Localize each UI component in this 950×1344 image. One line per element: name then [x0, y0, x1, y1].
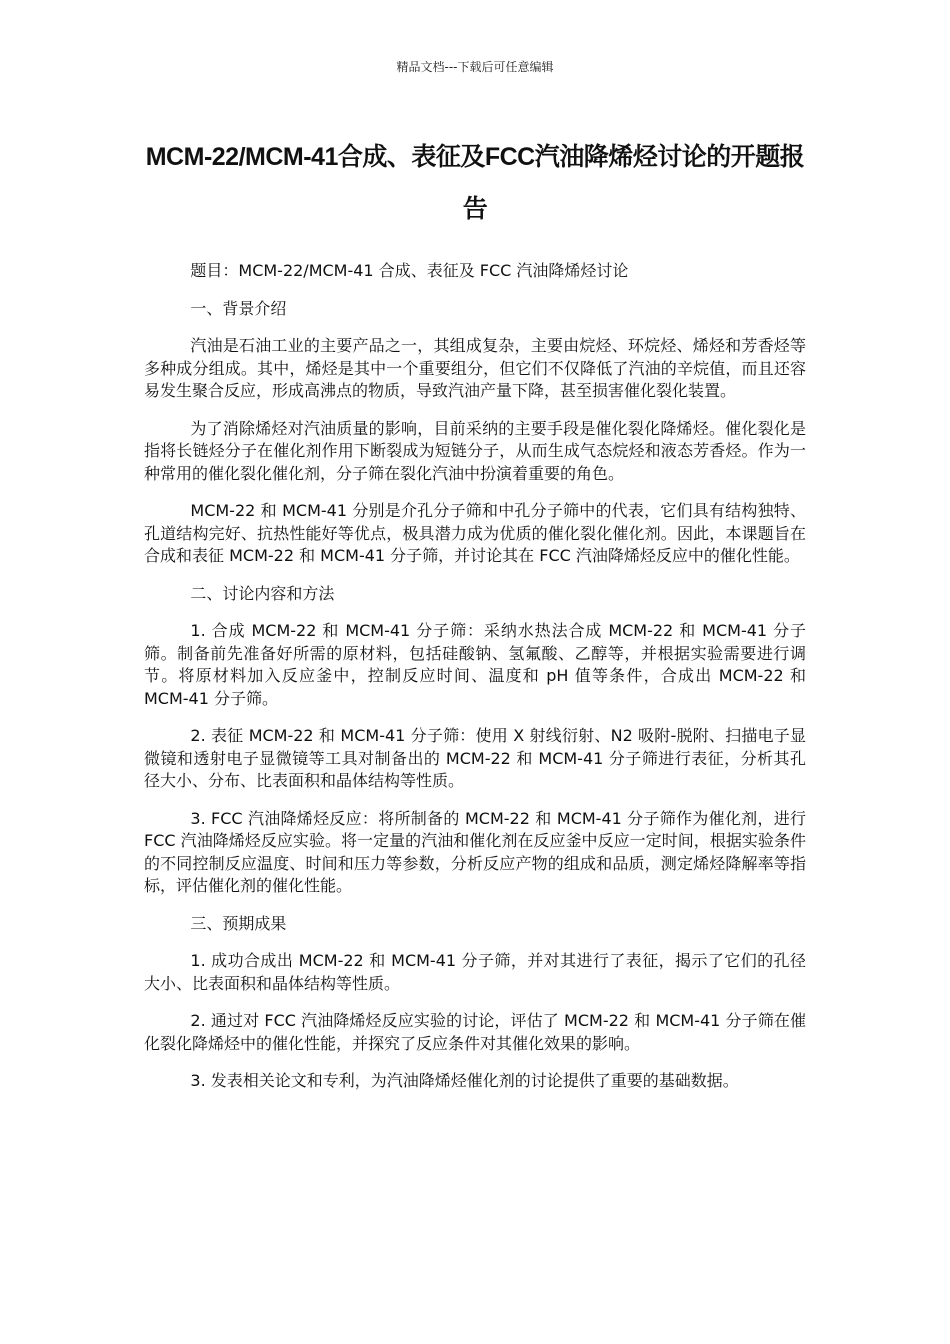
method-paragraph-1: 1. 合成 MCM-22 和 MCM-41 分子筛：采纳水热法合成 MCM-22 和 MCM-41 分子筛。制备前先准备好所需的原材料，包括硅酸钠、氢氟酸、乙醇等，并根据实验需要进行调节。将原材料加入反应釜中，控制反应时间、温度和 pH 值等条件，合成出 MCM-22 和 MCM-41 分子筛。	[144, 621, 806, 708]
result-paragraph-2: 2. 通过对 FCC 汽油降烯烃反应实验的讨论，评估了 MCM-22 和 MCM-41 分子筛在催化裂化降烯烃中的催化性能，并探究了反应条件对其催化效果的影响。	[144, 1011, 806, 1053]
background-paragraph-3: MCM-22 和 MCM-41 分别是介孔分子筛和中孔分子筛中的代表，它们具有结构独特、孔道结构完好、抗热性能好等优点，极具潜力成为优质的催化裂化催化剂。因此，本课题旨在合成和表征 MCM-22 和 MCM-41 分子筛，并讨论其在 FCC 汽油降烯烃反应中的催化性能。	[144, 501, 806, 565]
section-heading-results: 三、预期成果	[190, 913, 287, 933]
section-heading-methods: 二、讨论内容和方法	[190, 583, 335, 603]
document-body	[144, 260, 806, 1108]
page-header-note: 精品文档---下载后可任意编辑	[396, 60, 554, 74]
method-paragraph-3: 3. FCC 汽油降烯烃反应：将所制备的 MCM-22 和 MCM-41 分子筛作为催化剂，进行 FCC 汽油降烯烃反应实验。将一定量的汽油和催化剂在反应釜中反应一定时间，根据实验条件的不同控制反应温度、时间和压力等参数，分析反应产物的组成和品质，测定烯烃降解率等指标，评估催化剂的催化性能。	[144, 808, 806, 895]
background-paragraph-2: 为了消除烯烃对汽油质量的影响，目前采纳的主要手段是催化裂化降烯烃。催化裂化是指将长链烃分子在催化剂作用下断裂成为短链分子，从而生成气态烷烃和液态芳香烃。作为一种常用的催化裂化催化剂，分子筛在裂化汽油中扮演着重要的角色。	[144, 418, 806, 483]
background-paragraph-1: 汽油是石油工业的主要产品之一，其组成复杂，主要由烷烃、环烷烃、烯烃和芳香烃等多种成分组成。其中，烯烃是其中一个重要组分，但它们不仅降低了汽油的辛烷值，而且还容易发生聚合反应，形成高沸点的物质，导致汽油产量下降，甚至损害催化裂化装置。	[144, 336, 806, 400]
topic-line: 题目：MCM-22/MCM-41 合成、表征及 FCC 汽油降烯烃讨论	[190, 261, 629, 280]
section-heading-background: 一、背景介绍	[190, 298, 287, 318]
result-paragraph-1: 1. 成功合成出 MCM-22 和 MCM-41 分子筛，并对其进行了表征，揭示了它们的孔径大小、比表面积和晶体结构等性质。	[144, 951, 806, 993]
document-title: MCM-22/MCM-41合成、表征及FCC汽油降烯烃讨论的开题报告	[145, 143, 805, 223]
method-paragraph-2: 2. 表征 MCM-22 和 MCM-41 分子筛：使用 X 射线衍射、N2 吸附-脱附、扫描电子显微镜和透射电子显微镜等工具对制备出的 MCM-22 和 MCM-41 分子筛进行表征，分析其孔径大小、分布、比表面积和晶体结构等性质。	[144, 726, 806, 790]
result-paragraph-3: 3. 发表相关论文和专利，为汽油降烯烃催化剂的讨论提供了重要的基础数据。	[190, 1071, 739, 1090]
